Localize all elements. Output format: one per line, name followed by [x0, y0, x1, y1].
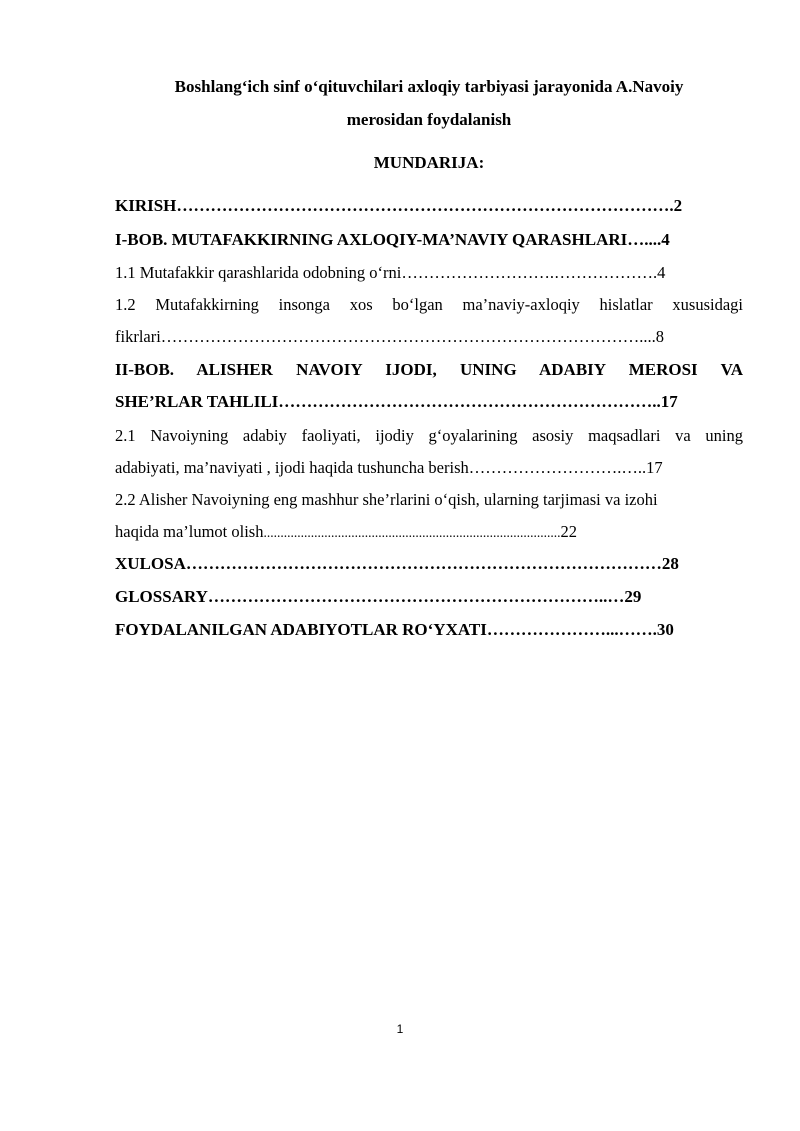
toc-entry-2-1-line-1: 2.1 Navoiyning adabiy faoliyati, ijodiy g‘oyalarining asosiy maqsadlari va uning: [115, 426, 743, 445]
toc-entry-chapter-2-line-2: SHE’RLAR TAHLILI…………………………………………………………..17: [115, 392, 678, 411]
toc-heading: MUNDARIJA:: [373, 153, 485, 172]
toc-entry-1-2-line-2: fikrlari……………………………………………………………………………....8: [115, 327, 665, 346]
toc-entry-2-1-line-2: adabiyati, ma’naviyati , ijodi haqida tushuncha berish……………………….…..17: [115, 458, 663, 477]
toc-entry-1-2-line-1: 1.2 Mutafakkirning insonga xos bo‘lgan ma’naviy-axloqiy hislatlar xususidagi: [115, 295, 743, 314]
toc-entry-glossary: GLOSSARY……………………………………………………………..…29: [115, 587, 642, 606]
page-number: 1: [396, 1022, 404, 1036]
toc-entry-2-2-line-2: [115, 522, 743, 542]
toc-entry-chapter-1: I-BOB. MUTAFAKKIRNING AXLOQIY-MA’NAVIY QARASHLARI…....4: [115, 230, 670, 249]
toc-entry-kirish: KIRISH…………………………………………………………………………….2: [115, 196, 683, 215]
toc-entry-2-2-text: haqida ma’lumot olish: [115, 522, 264, 541]
toc-entry-1-1: 1.1 Mutafakkir qarashlarida odobning o‘rni……………………….……………….4: [115, 263, 666, 282]
document-title-line-1: Boshlang‘ich sinf o‘qituvchilari axloqiy tarbiyasi jarayonida A.Navoiy: [174, 77, 684, 96]
toc-entry-2-2-page: 22: [560, 522, 577, 541]
toc-entry-chapter-2-line-1: II-BOB. ALISHER NAVOIY IJODI, UNING ADABIY MEROSI VA: [115, 360, 743, 379]
document-title-line-2: merosidan foydalanish: [346, 110, 512, 129]
toc-entry-2-2-line-1: 2.2 Alisher Navoiyning eng mashhur she’rlarini o‘qish, ularning tarjimasi va izohi: [115, 490, 658, 509]
toc-entry-bibliography: FOYDALANILGAN ADABIYOTLAR RO‘YXATI…………………...…….30: [115, 620, 674, 639]
toc-entry-xulosa: XULOSA…………………………………………………………………………28: [115, 554, 679, 573]
toc-entry-2-2-dots: ........................................................................................: [263, 525, 561, 540]
